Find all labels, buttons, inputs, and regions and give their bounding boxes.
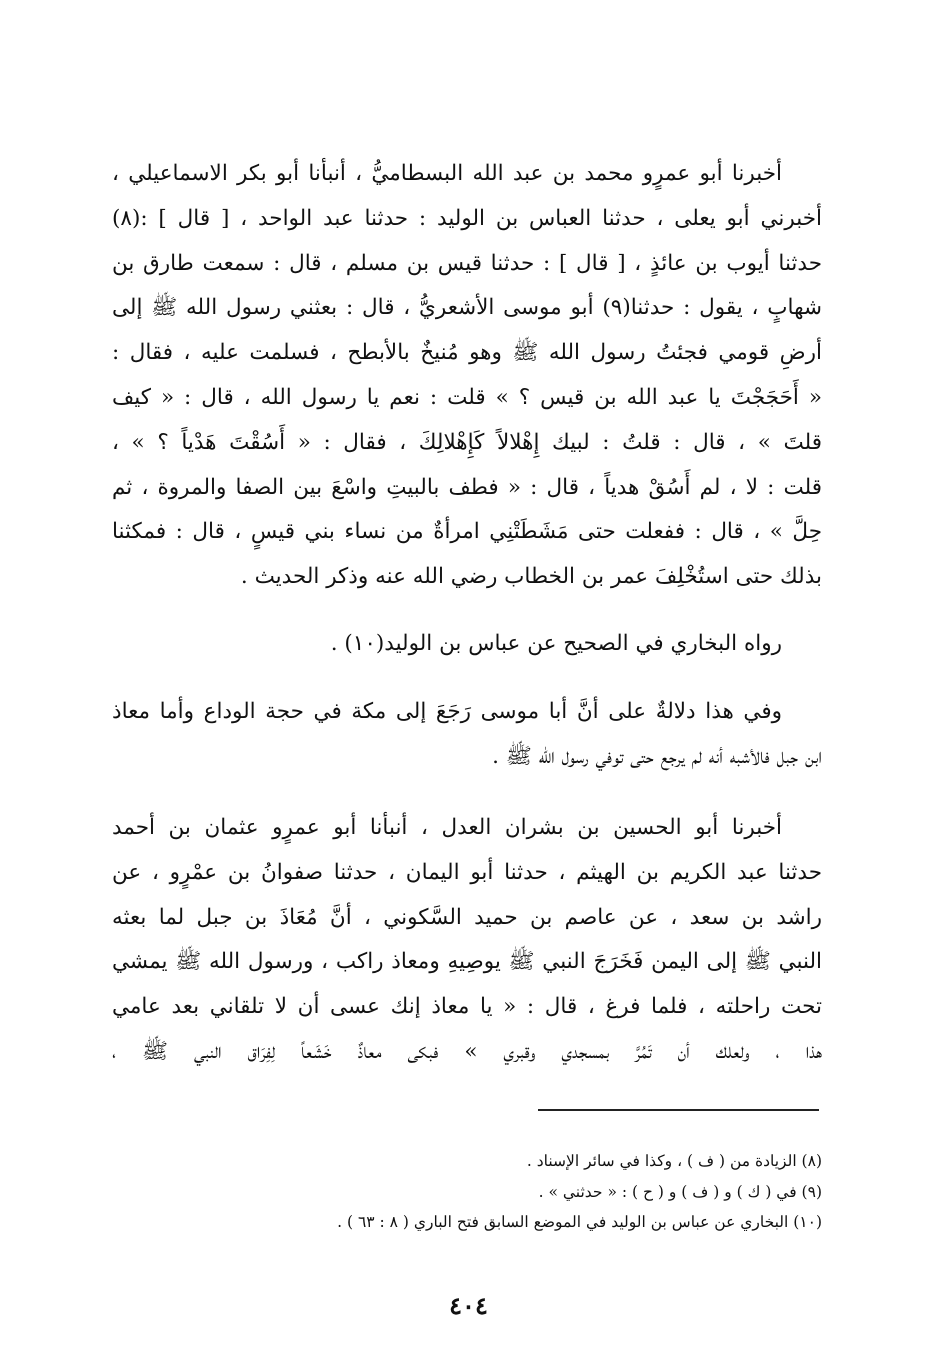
footnote-8: (٨) الزيادة من ( ف ) ، وكذا في سائر الإسناد . [526,1152,822,1170]
text-line: قلت : لا ، لم أَسُقْ هدياً ، قال : « فطف بالبيتِ واسْعَ بين الصفا والمروة ، ثم [112,474,822,500]
text-line: « أَحَجَجْتَ يا عبد الله بن قيس ؟ » قلت : نعم يا رسول الله ، قال : « كيف [112,384,822,410]
text-line: بذلك حتى استُخْلِفَ عمر بن الخطاب رضي الله عنه وذكر الحديث . [240,564,822,590]
text-line: النبي ﷺ إلى اليمن فَخَرَجَ النبي ﷺ يوصِيهِ ومعاذ راكب ، ورسول الله ﷺ يمشي [112,949,822,975]
paragraph-bukhari-reference [112,622,822,667]
paragraph-hadith-muadh [112,806,822,1075]
page-number: ٤٠٤ [449,1291,488,1320]
text-line: حدثنا عبد الكريم بن الهيثم ، حدثنا أبو اليمان ، حدثنا صفوانُ بن عمْرٍو ، عن [112,859,822,885]
text-line: راشد بن سعد ، عن عاصم بن حميد السَّكوني ، أنَّ مُعَاذَ بن جبل لما بعثه [112,904,822,930]
text-line: وفي هذا دلالةٌ على أنَّ أبا موسى رَجَعَ إلى مكة في حجة الوداع وأما معاذ [112,699,782,724]
text-line: تحت راحلته ، فلما فرغ ، قال : « يا معاذ إنك عسى أن لا تلقاني بعد عامي [112,994,822,1020]
text-line: هذا ، ولعلك أن تَمُرَّ بمسجدي وقبري » فبكى معاذٌ خَشَعاً لِفِرَاق النبي ﷺ ، [112,1038,822,1064]
footnotes [160,1146,822,1238]
footnote-9: (٩) في ( ك ) و ( ف ) و ( ح ) : « حدثني » . [538,1182,822,1201]
paragraph-commentary [112,690,822,780]
text-line: أخبرنا أبو الحسين بن بشران العدل ، أنبأنا أبو عمرٍو عثمان بن أحمد [112,815,782,840]
text-line: ابن جبل فالأشبه أنه لم يرجع حتى توفي رسول الله ﷺ . [492,743,822,769]
footnote-10: (١٠) البخاري عن عباس بن الوليد في الموضع السابق فتح الباري ( ٨ : ٦٣ ) . [337,1213,822,1231]
text-line: حِلَّ » ، قال : ففعلت حتى مَشَطَتْنِي امرأةٌ من نساء بني قيسٍ ، قال : فمكثنا [112,519,822,545]
paragraph-hadith-abu-musa [112,152,822,600]
text-line: أرضِ قومي فجئتُ رسول الله ﷺ وهو مُنيخٌ بالأبطح ، فسلمت عليه ، فقال : [112,340,822,366]
text-line: قلتَ » ، قال : قلتُ : لبيك إِهْلالاً كَإِهْلالِكَ ، فقال : « أَسُقْتَ هَدْياً ؟ » ، [112,429,822,455]
text-line: رواه البخاري في الصحيح عن عباس بن الوليد(١٠) . [330,631,782,656]
footnote-separator [538,1109,819,1111]
text-line: حدثنا أيوب بن عائذٍ ، [ قال ] : حدثنا قيس بن مسلم ، قال : سمعت طارق بن [112,250,822,276]
text-line: أخبرنا أبو عمرٍو محمد بن عبد الله البسطاميُّ ، أنبأنا أبو بكر الاسماعيلي ، [112,161,782,186]
text-line: شهابٍ ، يقول : حدثنا(٩) أبو موسى الأشعريُّ ، قال : بعثني رسول الله ﷺ إلى [112,295,822,321]
text-line: أخبرني أبو يعلى ، حدثنا العباس بن الوليد : حدثنا عبد الواحد ، [ قال ] :(٨) [112,205,822,231]
